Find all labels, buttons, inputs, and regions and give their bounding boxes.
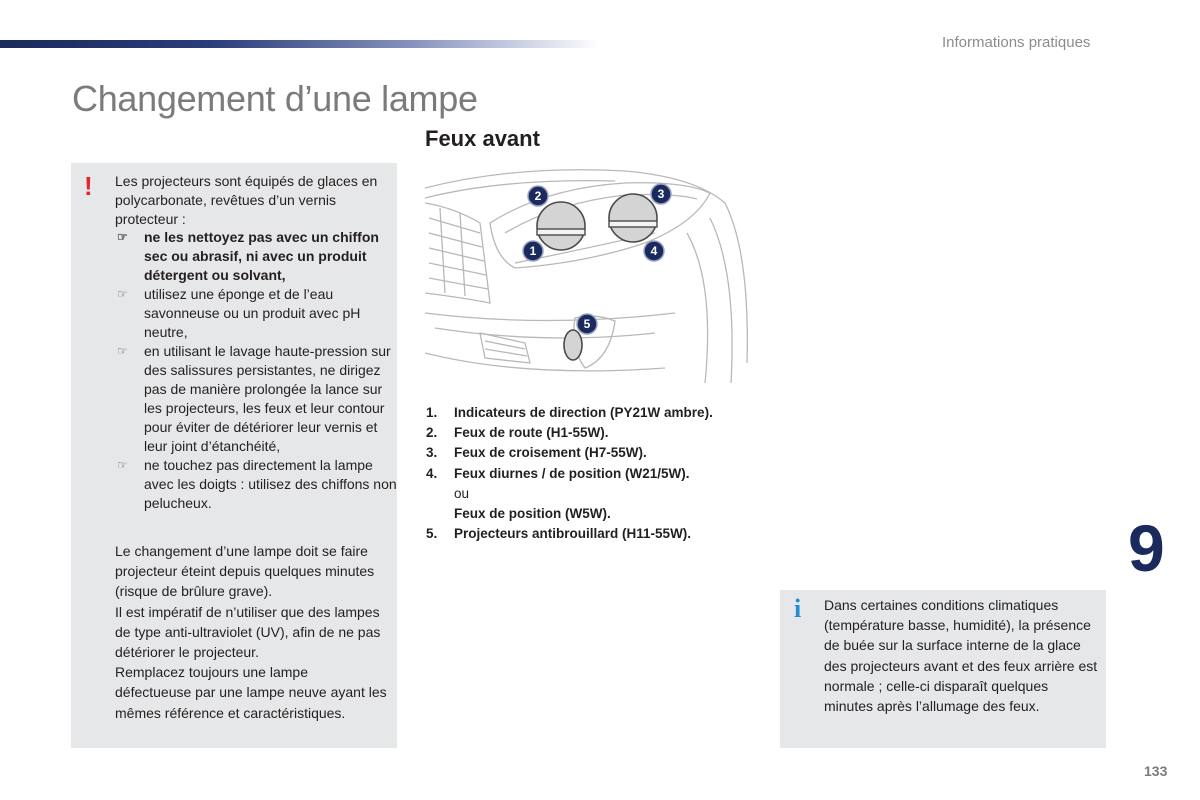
info-icon: i — [794, 594, 802, 623]
item-number: 3. — [426, 445, 438, 461]
pointing-hand-icon: ☞ — [117, 344, 128, 358]
warning-paragraph: Le changement d’une lampe doit se faire projecteur éteint depuis quelques minutes (risque de brûlure grave). — [115, 543, 375, 600]
list-item-text: en utilisant le lavage haute-pression sur des salissures persistantes, ne dirigez pas de manière prolongée la lance sur les projecteurs, les feux et leur contour pour éviter de détériorer leur vernis et leur joint d’étanchéité, — [144, 343, 391, 454]
page-title: Changement d’une lampe — [72, 78, 478, 119]
callout-label: 1 — [529, 244, 537, 258]
item-number: 2. — [426, 425, 438, 441]
callout-label: 3 — [657, 187, 665, 201]
item-text: Projecteurs antibrouillard (H11-55W). — [454, 526, 692, 542]
item-text: Feux diurnes / de position (W21/5W). — [454, 465, 690, 481]
callout-label: 2 — [534, 189, 542, 203]
pointing-hand-icon: ☞ — [117, 230, 128, 244]
warning-intro: Les projecteurs sont équipés de glaces en polycarbonate, revêtues d’un vernis protecteur : — [115, 173, 378, 227]
warning-list — [115, 228, 397, 513]
headlight-diagram — [425, 163, 750, 383]
item-text: Feux de croisement (H7-55W). — [454, 445, 647, 461]
chapter-number: 9 — [1128, 511, 1165, 585]
list-item — [426, 403, 766, 423]
info-box — [780, 590, 1106, 748]
item-or-text: ou — [454, 485, 470, 501]
callout-label: 4 — [650, 244, 658, 258]
item-alt-text: Feux de position (W5W). — [454, 506, 611, 522]
pointing-hand-icon: ☞ — [117, 458, 128, 472]
callout-label: 5 — [583, 317, 591, 331]
section-name: Informations pratiques — [942, 34, 1091, 51]
list-item-text: ne touchez pas directement la lampe avec les doigts : utilisez des chiffons non pelucheux. — [144, 457, 397, 511]
list-item — [115, 285, 397, 342]
list-item — [426, 443, 766, 463]
list-item — [115, 456, 397, 513]
list-item — [426, 524, 766, 544]
warning-box — [71, 163, 397, 748]
item-number: 1. — [426, 405, 438, 420]
lamp-list — [426, 403, 766, 544]
page-number: 133 — [1144, 763, 1168, 779]
warning-paragraphs — [115, 541, 387, 723]
list-item — [426, 464, 766, 525]
section-title: Feux avant — [425, 126, 540, 151]
list-item-text: ne les nettoyez pas avec un chiffon sec ou abrasif, ni avec un produit détergent ou solvant, — [144, 229, 379, 283]
warning-paragraph: Remplacez toujours une lampe défectueuse par une lampe neuve ayant les mêmes référence et caractéristiques. — [115, 664, 387, 721]
list-item-text: utilisez une éponge et de l’eau savonneuse ou un produit avec pH neutre, — [144, 286, 361, 340]
item-text: Indicateurs de direction (PY21W ambre). — [454, 405, 713, 420]
info-text: Dans certaines conditions climatiques (température basse, humidité), la présence de buée sur la surface interne de la glace des projecteurs avant et des feux arrière est normale ; celle-ci disparaît quelques minutes après l’allumage des feux. — [824, 597, 1098, 715]
item-number: 5. — [426, 526, 438, 542]
item-number: 4. — [426, 465, 438, 481]
exclamation-icon: ! — [84, 171, 93, 201]
pointing-hand-icon: ☞ — [117, 287, 128, 301]
item-text: Feux de route (H1-55W). — [454, 425, 609, 441]
list-item — [426, 423, 766, 443]
list-item — [115, 228, 397, 285]
header-accent-bar — [0, 40, 600, 48]
warning-paragraph: Il est impératif de n’utiliser que des lampes de type anti-ultraviolet (UV), afin de ne pas détériorer le projecteur. — [115, 603, 381, 661]
list-item — [115, 342, 397, 456]
